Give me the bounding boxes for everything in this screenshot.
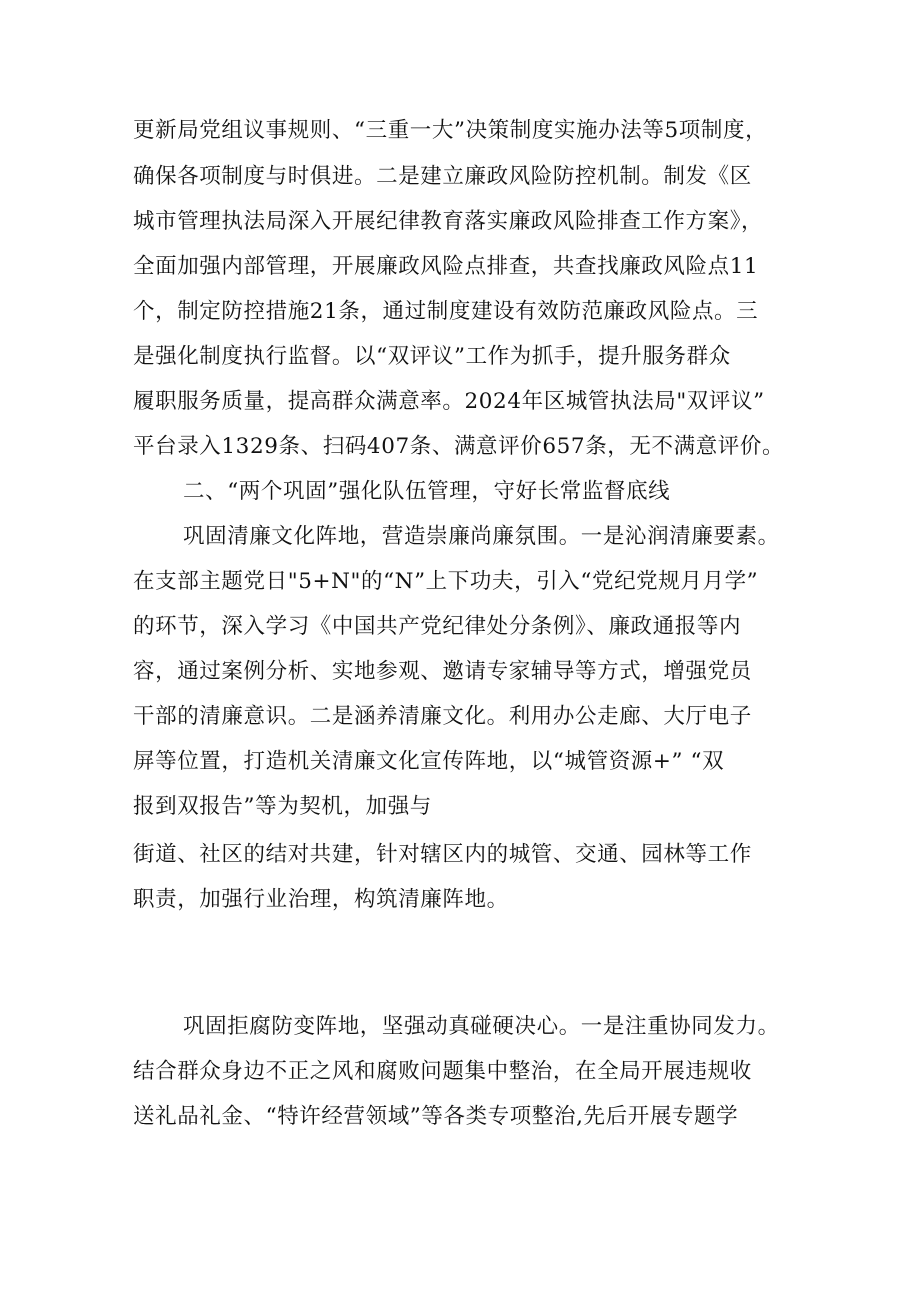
body-text-line: 在支部主题党日"5+N"的“N”上下功夫，引入“党纪党规月月学” [133,569,759,594]
body-text-line: 送礼品礼金、“特许经营领域”等各类专项整治,先后开展专题学 [133,1104,739,1129]
body-text-line: 城市管理执法局深入开展纪律教育落实廉政风险排查工作方案》， [133,209,764,234]
section-heading: 二、“两个巩固”强化队伍管理，守好长常监督底线 [183,479,671,504]
body-text-line: 屏等位置，打造机关清廉文化宣传阵地，以“城管资源+” “双 [133,749,725,774]
body-text-line: 巩固清廉文化阵地，营造崇廉尚廉氛围。一是沁润清廉要素。 [183,524,780,549]
body-text-line: 巩固拒腐防变阵地，坚强动真碰硬决心。一是注重协同发力。 [183,1014,780,1039]
body-text-line: 平台录入1329条、扫码407条、满意评价657条，无不满意评价。 [133,434,785,459]
body-text-line: 履职服务质量，提高群众满意率。2024年区城管执法局"双评议” [133,389,765,414]
body-text-line: 结合群众身边不正之风和腐败问题集中整治，在全局开展违规收 [133,1059,752,1084]
body-text-line: 是强化制度执行监督。以“双评议”工作为抓手，提升服务群众 [133,344,731,369]
body-text-line: 报到双报告”等为契机，加强与 [133,794,432,819]
body-text-line: 街道、社区的结对共建，针对辖区内的城管、交通、园林等工作 [133,842,752,867]
body-text-line: 的环节，深入学习《中国共产党纪律处分条例》、廉政通报等内 [133,614,742,639]
body-text-line: 职责，加强行业治理，构筑清廉阵地。 [133,887,509,912]
body-text-line: 容，通过案例分析、实地参观、邀请专家辅导等方式，增强党员 [133,659,752,684]
body-text-line: 全面加强内部管理，开展廉政风险点排查，共查找廉政风险点11 [133,254,759,279]
body-text-line: 更新局党组议事规则、“三重一大”决策制度实施办法等5项制度， [133,118,768,143]
body-text-line: 确保各项制度与时俱进。二是建立廉政风险防控机制。制发《区 [133,164,752,189]
body-text-line: 个，制定防控措施21条，通过制度建设有效防范廉政风险点。三 [133,299,759,324]
body-text-line: 干部的清廉意识。二是涵养清廉文化。利用办公走廊、大厅电子 [133,704,752,729]
